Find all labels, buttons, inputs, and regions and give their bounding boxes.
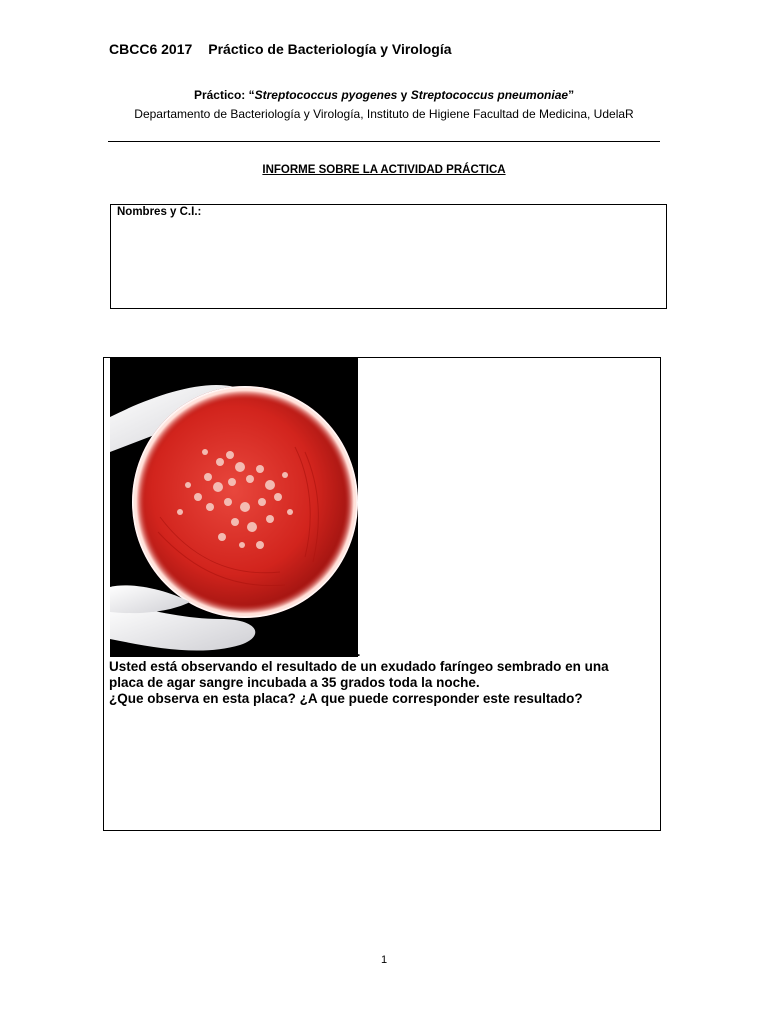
report-title: INFORME SOBRE LA ACTIVIDAD PRÁCTICA [262, 164, 506, 176]
names-label: Nombres y C.I.: [117, 206, 202, 218]
question-line: ¿Que observa en esta placa? ¿A que puede corresponder este resultado? [109, 691, 583, 706]
question-line: placa de agar sangre incubada a 35 grados toda la noche. [109, 675, 480, 690]
species-name-1: Streptococcus pyogenes [254, 88, 398, 102]
names-box[interactable] [110, 204, 667, 309]
course-code: CBCC6 2017 [109, 41, 193, 57]
blood-agar-plate-photo [110, 357, 361, 659]
activity-question [109, 659, 654, 707]
practico-title: Práctico: “Streptococcus pyogenes y Streptococcus pneumoniae” [193, 88, 575, 102]
horizontal-divider [108, 141, 660, 142]
document-header [109, 41, 452, 57]
question-line: Usted está observando el resultado de un exudado faríngeo sembrado en una [109, 659, 609, 674]
species-name-2: Streptococcus pneumoniae [410, 88, 569, 102]
department-line: Departamento de Bacteriología y Virología, Instituto de Higiene Facultad de Medicina, UdelaR [134, 107, 634, 121]
photo-caption-dot: . [357, 645, 361, 659]
course-title: Práctico de Bacteriología y Virología [208, 41, 452, 57]
page-number: 1 [380, 954, 388, 966]
